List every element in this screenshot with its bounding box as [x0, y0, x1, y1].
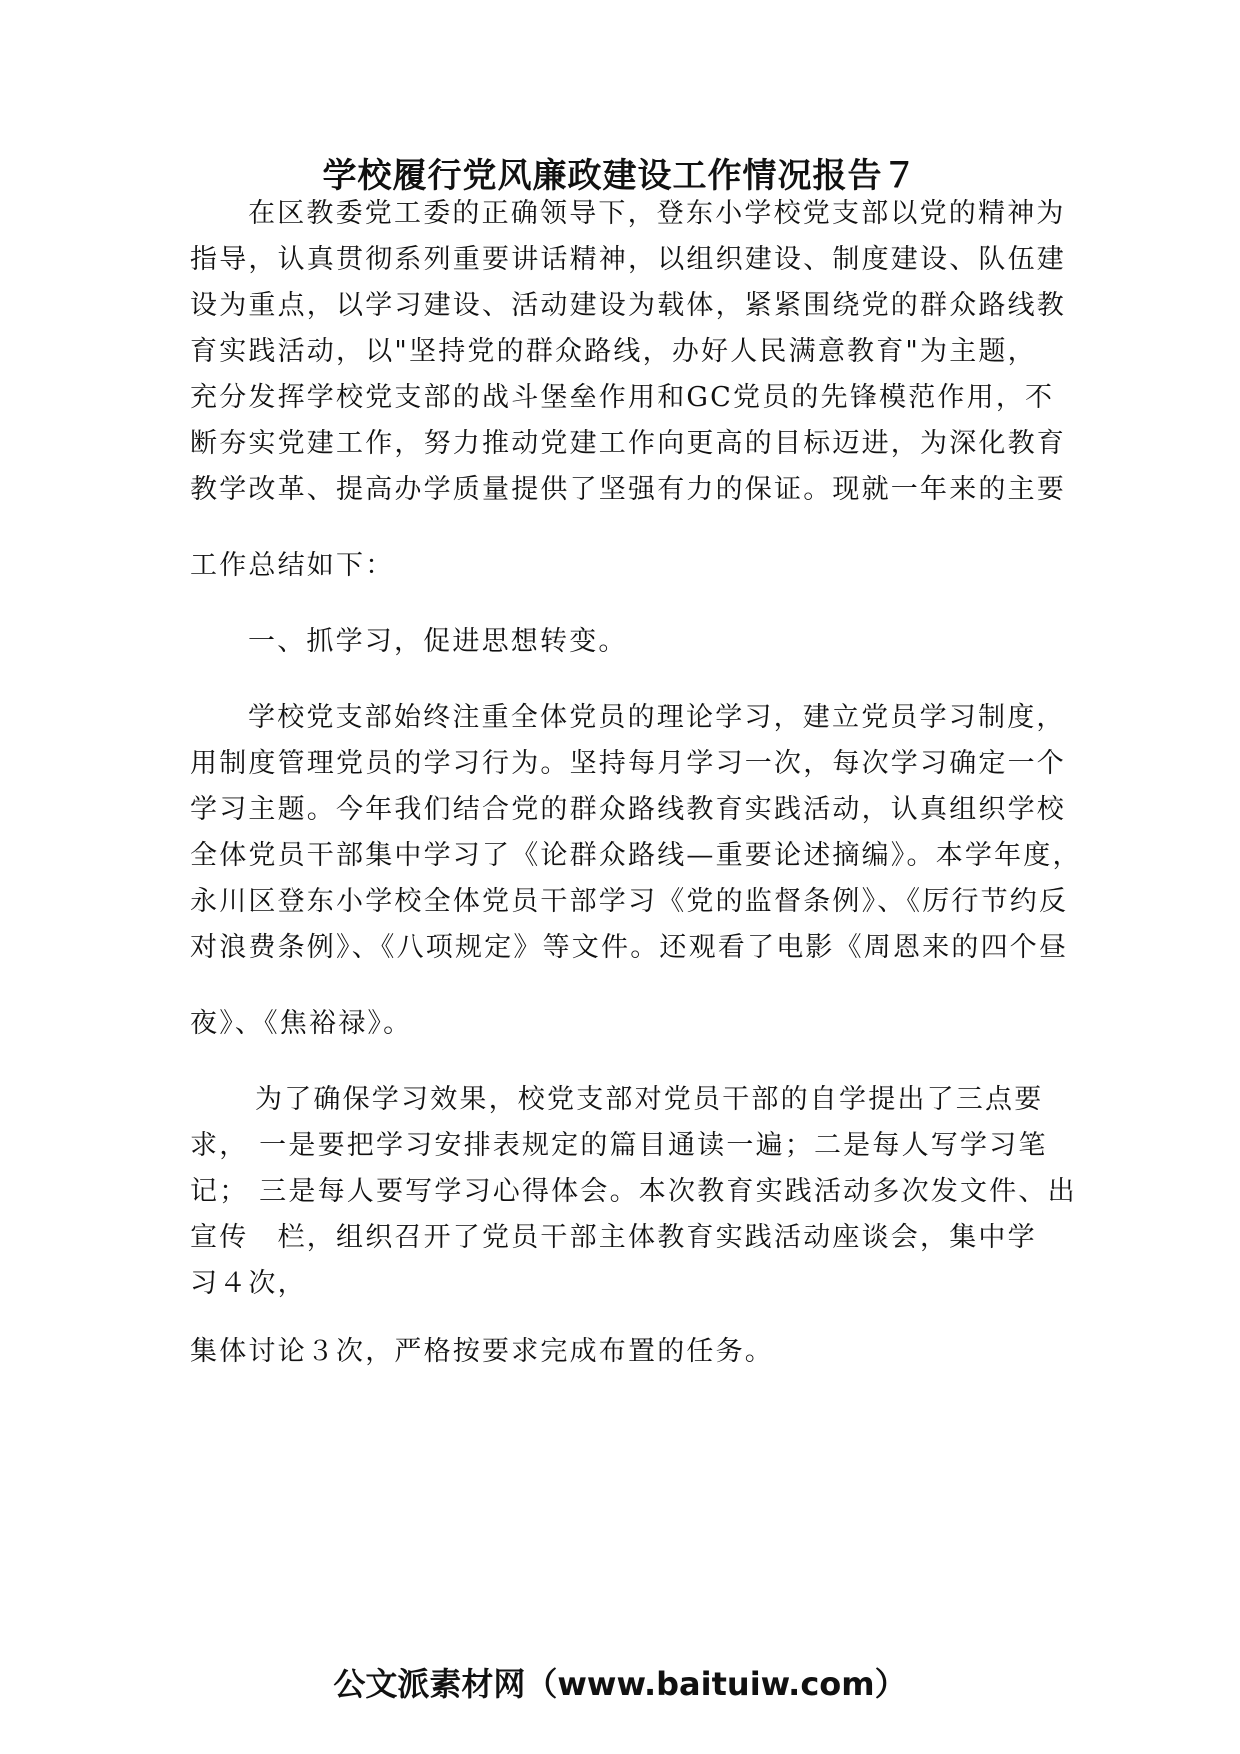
body-line: 求， 一是要把学习安排表规定的篇目通读一遍；二是每人写学习笔 [190, 1130, 1048, 1161]
body-line: 充分发挥学校党支部的战斗堡垒作用和GC党员的先锋模范作用，不 [190, 382, 1055, 413]
body-line: 育实践活动，以"坚持党的群众路线，办好人民满意教育"为主题， [190, 336, 1037, 367]
body-line: 断夯实党建工作，努力推动党建工作向更高的目标迈进，为深化教育 [190, 428, 1066, 459]
body-line: 记； 三是每人要写学习心得体会。本次教育实践活动多次发文件、出 [190, 1176, 1077, 1207]
body-line: 指导，认真贯彻系列重要讲话精神，以组织建设、制度建设、队伍建 [190, 244, 1066, 275]
body-line: 集体讨论３次，严格按要求完成布置的任务。 [190, 1336, 774, 1367]
body-line: 学习主题。今年我们结合党的群众路线教育实践活动，认真组织学校 [190, 794, 1066, 825]
body-line: 宣传 栏，组织召开了党员干部主体教育实践活动座谈会，集中学 [190, 1222, 1037, 1253]
body-line: 设为重点，以学习建设、活动建设为载体，紧紧围绕党的群众路线教 [190, 290, 1066, 321]
body-line: 永川区登东小学校全体党员干部学习《党的监督条例》、《厉行节约反 [190, 886, 1069, 917]
body-line: 工作总结如下： [190, 550, 395, 581]
footer-watermark: 公文派素材网（www.baituiw.com） [333, 1665, 907, 1703]
body-line: 用制度管理党员的学习行为。坚持每月学习一次，每次学习确定一个 [190, 748, 1066, 779]
section-heading: 一、抓学习，促进思想转变。 [248, 626, 628, 657]
body-line: 为了确保学习效果，校党支部对党员干部的自学提出了三点要 [255, 1084, 1044, 1115]
body-line: 全体党员干部集中学习了《论群众路线—重要论述摘编》。本学年度， [190, 840, 1082, 871]
body-line: 在区教委党工委的正确领导下，登东小学校党支部以党的精神为 [248, 198, 1066, 229]
document-title: 学校履行党风廉政建设工作情况报告７ [322, 156, 918, 196]
body-line: 学校党支部始终注重全体党员的理论学习，建立党员学习制度， [248, 702, 1066, 733]
body-line: 习４次， [190, 1268, 307, 1299]
body-line: 对浪费条例》、《八项规定》等文件。还观看了电影《周恩来的四个昼 [190, 932, 1069, 963]
body-line: 夜》、《焦裕禄》。 [190, 1008, 413, 1039]
body-line: 教学改革、提高办学质量提供了坚强有力的保证。现就一年来的主要 [190, 474, 1066, 505]
